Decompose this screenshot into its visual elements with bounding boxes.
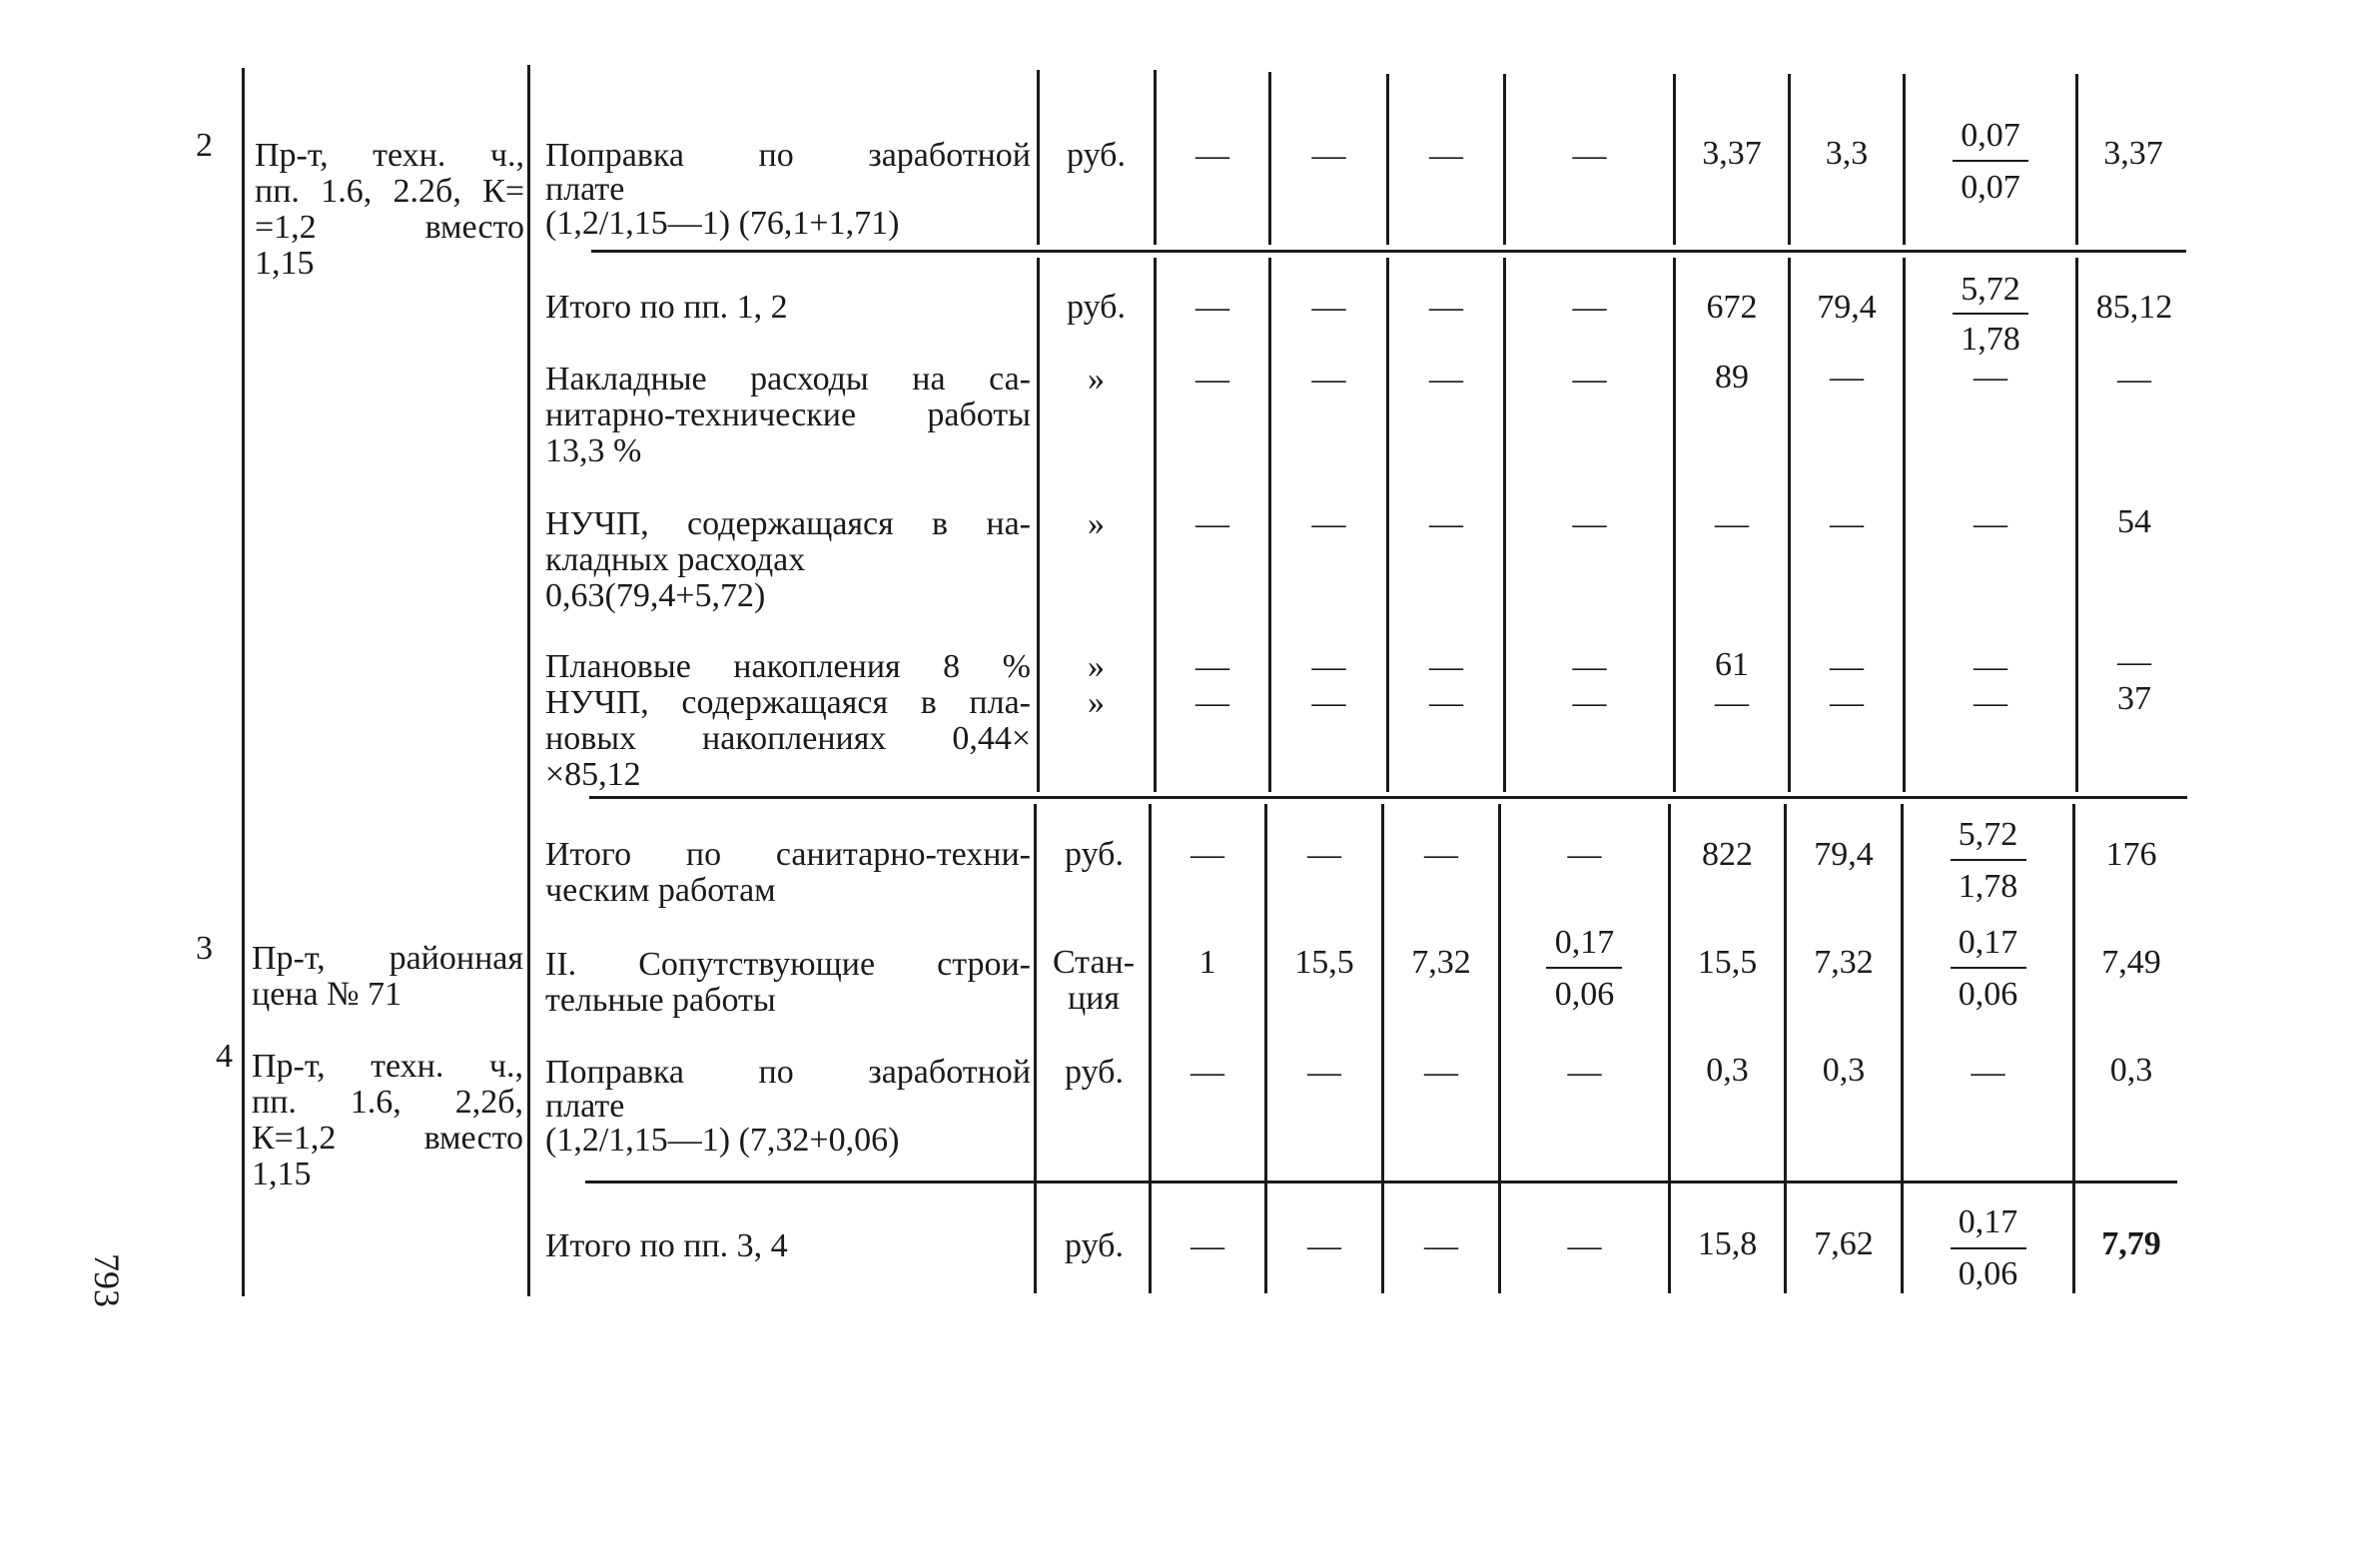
value-cell: — [1307, 1054, 1341, 1091]
value-cell: — [1567, 1054, 1602, 1091]
value-cell: — [1974, 359, 2007, 395]
value-cell: — [1311, 684, 1346, 721]
value-cell: 3,3 [1825, 135, 1869, 172]
value-cell: 7,79 [2101, 1225, 2161, 1262]
value-cell: — [1311, 289, 1346, 326]
row-rule [585, 1180, 2177, 1183]
value-cell: — [1974, 684, 2007, 721]
item-name-line: Итого по пп. 3, 4 [545, 1227, 788, 1264]
unit-cell: руб. [1065, 1054, 1124, 1091]
value-cell: — [1424, 1054, 1458, 1091]
value-cell: — [1195, 137, 1229, 174]
fraction-bottom: 0,07 [1961, 169, 2020, 206]
column-rule [1149, 804, 1152, 1293]
value-cell: 7,62 [1814, 1225, 1874, 1262]
value-cell: — [1311, 361, 1346, 397]
value-cell: — [1424, 836, 1458, 873]
value-cell: 85,12 [2095, 289, 2173, 326]
value-cell: 37 [2117, 680, 2151, 717]
item-name-line: Итого по санитарно-техни- [545, 836, 1031, 873]
value-cell: — [1429, 289, 1463, 326]
value-cell: — [1429, 137, 1463, 174]
value-cell: 54 [2117, 503, 2151, 540]
value-cell: — [1195, 648, 1229, 685]
value-cell: — [1311, 648, 1346, 685]
column-rule [527, 65, 530, 1296]
value-cell: 7,32 [1411, 944, 1471, 981]
unit-cell: » [1088, 684, 1105, 721]
value-cell: — [1307, 1227, 1341, 1264]
value-cell: 79,4 [1814, 836, 1874, 873]
item-name-line: плате [545, 171, 625, 208]
unit-cell: руб. [1067, 137, 1126, 174]
column-rule [2072, 804, 2075, 1293]
fraction-top: 0,17 [1958, 924, 2018, 961]
value-cell: — [1974, 648, 2007, 685]
item-name-line: НУЧП, содержащаяся в на- [545, 505, 1031, 542]
column-rule [242, 68, 245, 1296]
value-cell: — [1311, 137, 1346, 174]
value-cell: 0,3 [2109, 1052, 2153, 1089]
value-cell: — [1195, 505, 1229, 542]
column-rule [1264, 804, 1267, 1293]
value-cell: — [1429, 505, 1463, 542]
value-cell: — [1974, 505, 2007, 542]
value-cell: 176 [2105, 836, 2157, 873]
basis-line: пп. 1.6, 2.2б, К= [255, 173, 524, 210]
value-cell: — [1971, 1054, 2005, 1091]
value-cell: — [1572, 289, 1607, 326]
value-cell: 1 [1198, 944, 1216, 981]
item-name-line: новых накоплениях 0,44× [545, 720, 1031, 757]
value-cell: 15,8 [1697, 1225, 1758, 1262]
value-cell: 3,37 [1702, 135, 1762, 172]
fraction-bottom: 1,78 [1958, 868, 2018, 905]
value-cell: — [1572, 648, 1607, 685]
value-cell: 15,5 [1697, 944, 1758, 981]
basis-line: К=1,2 вместо [252, 1120, 523, 1157]
fraction-top: 5,72 [1961, 271, 2020, 308]
item-name-line: Поправка по заработной [545, 1054, 1031, 1091]
fraction-top: 0,17 [1554, 924, 1615, 961]
value-cell: — [1567, 836, 1602, 873]
item-name-line: тельные работы [545, 982, 776, 1019]
value-cell: — [1572, 684, 1607, 721]
row-rule [589, 796, 2187, 799]
item-name-line: ческим работам [545, 872, 776, 909]
column-rule [1034, 804, 1037, 1293]
item-name-line: ×85,12 [545, 756, 641, 793]
item-name-line: кладных расходах [545, 541, 806, 578]
basis-line: 1,15 [252, 1156, 312, 1192]
basis-line: Пр-т, районная [252, 940, 523, 977]
basis-line: Пр-т, техн. ч., [252, 1048, 523, 1085]
value-cell: — [1572, 505, 1607, 542]
unit-cell: руб. [1067, 289, 1126, 326]
value-cell: — [1307, 836, 1341, 873]
fraction-bottom: 0,06 [1958, 976, 2018, 1013]
item-name-line: Итого по пп. 1, 2 [545, 289, 788, 326]
item-name-line: (1,2/1,15—1) (76,1+1,71) [545, 205, 900, 242]
column-rule [1381, 804, 1384, 1293]
value-cell: — [2117, 361, 2151, 397]
value-cell: — [2117, 643, 2151, 680]
item-name-line: 0,63(79,4+5,72) [545, 577, 766, 614]
fraction-bar [1953, 313, 2028, 315]
fraction-bar [1951, 1247, 2026, 1249]
item-name-line: Поправка по заработной [545, 137, 1031, 174]
value-cell: — [1567, 1227, 1602, 1264]
item-name-line: II. Сопутствующие строи- [545, 946, 1031, 983]
page-number: 793 [87, 1253, 127, 1307]
fraction-bottom: 0,06 [1958, 1255, 2018, 1292]
item-name-line: Накладные расходы на са- [545, 361, 1031, 397]
unit-cell: руб. [1065, 1227, 1124, 1264]
basis-line: Пр-т, техн. ч., [255, 137, 524, 174]
value-cell: 822 [1702, 836, 1753, 873]
fraction-bottom: 1,78 [1961, 321, 2020, 358]
item-name-line: 13,3 % [545, 432, 642, 469]
item-name-line: (1,2/1,15—1) (7,32+0,06) [545, 1122, 900, 1159]
fraction-bar [1951, 967, 2026, 969]
value-cell: — [1715, 684, 1749, 721]
value-cell: 7,32 [1814, 944, 1874, 981]
value-cell: 0,3 [1706, 1052, 1749, 1089]
value-cell: 0,3 [1822, 1052, 1866, 1089]
column-rule [1784, 804, 1787, 1293]
item-name-line: плате [545, 1088, 625, 1125]
value-cell: — [1195, 684, 1229, 721]
value-cell: — [1572, 137, 1607, 174]
value-cell: — [1195, 289, 1229, 326]
value-cell: — [1830, 684, 1864, 721]
value-cell: — [1572, 361, 1607, 397]
value-cell: — [1429, 648, 1463, 685]
unit-cell: » [1088, 648, 1105, 685]
value-cell: — [1830, 505, 1864, 542]
unit-cell: руб. [1065, 836, 1124, 873]
value-cell: — [1195, 361, 1229, 397]
unit-cell: Стан- [1052, 944, 1136, 981]
fraction-bar [1953, 160, 2028, 162]
value-cell: 79,4 [1817, 289, 1877, 326]
column-rule [1903, 74, 1906, 245]
value-cell: 61 [1715, 646, 1749, 683]
fraction-top: 0,07 [1961, 117, 2020, 154]
row-number: 2 [196, 127, 213, 164]
unit-cell: » [1088, 505, 1105, 542]
value-cell: 3,37 [2103, 135, 2163, 172]
row-number: 3 [196, 930, 213, 967]
fraction-bar [1951, 859, 2026, 861]
unit-cell: ция [1067, 980, 1121, 1017]
fraction-bottom: 0,06 [1554, 976, 1615, 1013]
column-rule [1498, 804, 1501, 1293]
value-cell: — [1429, 361, 1463, 397]
item-name-line: Плановые накопления 8 % [545, 648, 1031, 685]
fraction-top: 0,17 [1958, 1203, 2018, 1240]
basis-line: цена № 71 [252, 976, 402, 1013]
unit-cell: » [1088, 361, 1105, 397]
value-cell: — [1190, 1227, 1224, 1264]
value-cell: 89 [1715, 359, 1749, 395]
column-rule [1668, 804, 1671, 1293]
basis-line: пп. 1.6, 2,2б, [252, 1084, 523, 1121]
value-cell: 7,49 [2101, 944, 2161, 981]
value-cell: — [1311, 505, 1346, 542]
row-number: 4 [216, 1038, 233, 1075]
value-cell: 15,5 [1294, 944, 1354, 981]
value-cell: — [1424, 1227, 1458, 1264]
basis-line: 1,15 [255, 245, 315, 282]
value-cell: — [1190, 836, 1224, 873]
row-rule [591, 250, 2186, 253]
value-cell: 672 [1706, 289, 1758, 326]
value-cell: — [1715, 505, 1749, 542]
value-cell: — [1429, 684, 1463, 721]
item-name-line: нитарно-технические работы [545, 396, 1031, 433]
item-name-line: НУЧП, содержащаяся в пла- [545, 684, 1031, 721]
basis-line: =1,2 вместо [255, 209, 524, 246]
value-cell: — [1830, 359, 1864, 395]
fraction-bar [1546, 967, 1622, 969]
value-cell: — [1190, 1054, 1224, 1091]
value-cell: — [1830, 648, 1864, 685]
fraction-top: 5,72 [1958, 816, 2018, 853]
